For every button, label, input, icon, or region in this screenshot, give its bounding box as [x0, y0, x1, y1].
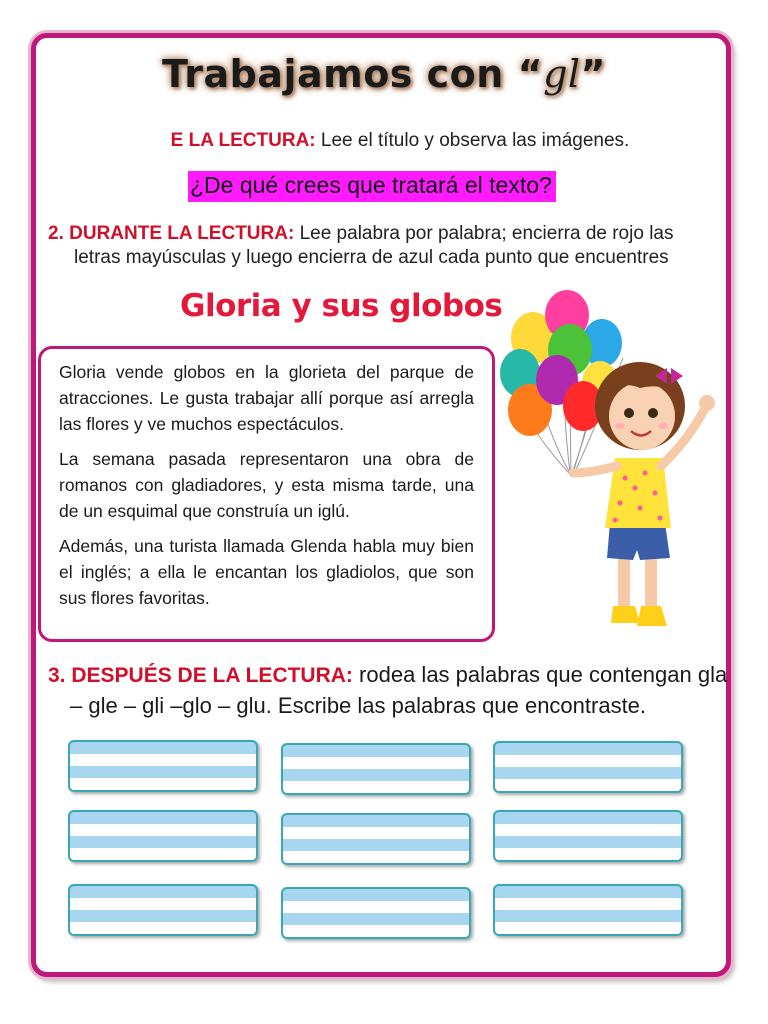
after-reading-text-1: rodea las palabras que contengan gla	[359, 662, 728, 687]
story-title: Gloria y sus globos	[180, 288, 503, 324]
answer-blank-6[interactable]	[493, 810, 683, 862]
story-text-box	[38, 346, 495, 642]
answer-blank-2[interactable]	[281, 743, 471, 795]
before-reading-label: E LA LECTURA:	[170, 130, 316, 151]
girl-with-balloons-illustration	[495, 288, 735, 653]
story-paragraph-2: La semana pasada representaron una obra de romanos con gladiadores, y esta misma tarde, una de un esquimal que construía un iglú.	[59, 449, 474, 521]
after-reading-text-2: – gle – gli –glo – glu. Escribe las palabras que encontraste.	[70, 693, 647, 718]
answer-blank-1[interactable]	[68, 740, 258, 792]
page-title	[0, 52, 768, 96]
during-reading-label: 2. DURANTE LA LECTURA:	[48, 223, 295, 244]
during-reading-instruction	[48, 222, 728, 270]
title-script-gl: gl	[543, 52, 581, 96]
answer-blank-8[interactable]	[281, 887, 471, 939]
title-text: Trabajamos con “	[161, 52, 544, 96]
after-reading-instruction	[48, 660, 738, 721]
story-paragraph-3: Además, una turista llamada Glenda habla muy bien el inglés; a ella le encantan los gladiolos, que son sus flores favoritas.	[59, 536, 474, 608]
before-reading-text: Lee el título y observa las imágenes.	[320, 130, 630, 151]
title-close-quote: ”	[580, 52, 607, 96]
before-reading-instruction	[0, 130, 768, 152]
answer-blank-7[interactable]	[68, 884, 258, 936]
answer-blank-3[interactable]	[493, 741, 683, 793]
during-reading-text-1: Lee palabra por palabra; encierra de rojo las	[299, 223, 674, 244]
story-paragraph-1: Gloria vende globos en la glorieta del parque de atracciones. Le gusta trabajar allí porque así arregla las flores y ve muchos espectáculos.	[59, 362, 474, 434]
answer-blank-4[interactable]	[68, 810, 258, 862]
prediction-question: ¿De qué crees que tratará el texto?	[188, 171, 556, 202]
during-reading-text-2: letras mayúsculas y luego encierra de azul cada punto que encuentres	[74, 247, 669, 268]
answer-blank-5[interactable]	[281, 813, 471, 865]
answer-blank-9[interactable]	[493, 884, 683, 936]
after-reading-label: 3. DESPUÉS DE LA LECTURA:	[48, 664, 353, 687]
